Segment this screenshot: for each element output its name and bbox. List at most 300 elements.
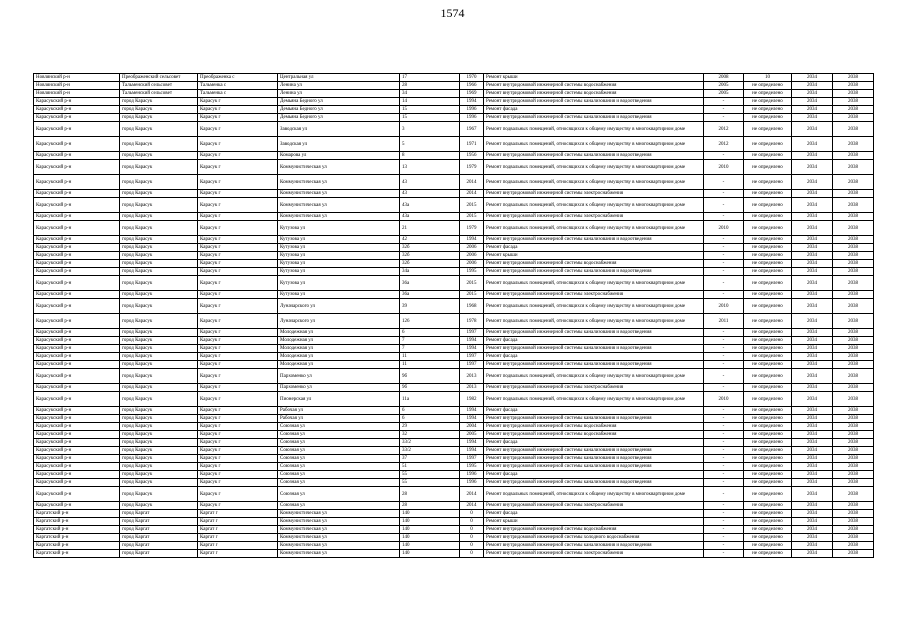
plan-end-year-cell: 2038	[833, 384, 874, 392]
table-row	[34, 502, 874, 510]
plan-start-year-cell: 2034	[792, 82, 833, 90]
work-type-cell: Ремонт внутридомовой инженерной системы водоснабжения	[484, 90, 704, 98]
work-type-cell: Ремонт внутридомовой инженерной системы электроснабжения	[484, 550, 704, 558]
house-number-cell: 6	[400, 329, 460, 337]
plan-start-year-cell: 2034	[792, 502, 833, 510]
build-year-cell: 1979	[460, 160, 484, 175]
plan-end-year-cell: 2038	[833, 471, 874, 479]
last-repair-year-cell: -	[704, 542, 744, 550]
house-number-cell: 14	[400, 98, 460, 106]
municipality-cell: город Карасук	[120, 471, 198, 479]
work-type-cell: Ремонт фасада	[484, 106, 704, 114]
street-cell: Союзная ул	[278, 471, 400, 479]
municipality-cell: город Карасук	[120, 314, 198, 329]
build-year-cell: 2013	[460, 369, 484, 384]
settlement-cell: Карасук г	[198, 345, 278, 353]
wear-cell: не определено	[744, 518, 792, 526]
settlement-cell: Карасук г	[198, 502, 278, 510]
plan-end-year-cell: 2038	[833, 447, 874, 455]
house-number-cell: 32б	[400, 244, 460, 252]
plan-start-year-cell: 2034	[792, 175, 833, 190]
municipality-cell: город Карасук	[120, 463, 198, 471]
plan-start-year-cell: 2034	[792, 550, 833, 558]
municipality-cell: город Карасук	[120, 260, 198, 268]
wear-cell: не определено	[744, 431, 792, 439]
settlement-cell: Карасук г	[198, 407, 278, 415]
plan-end-year-cell: 2038	[833, 268, 874, 276]
plan-end-year-cell: 2038	[833, 415, 874, 423]
plan-end-year-cell: 2038	[833, 542, 874, 550]
settlement-cell: Карасук г	[198, 160, 278, 175]
wear-cell: не определено	[744, 337, 792, 345]
last-repair-year-cell: -	[704, 260, 744, 268]
district-cell: Карасукский р-н	[34, 384, 120, 392]
table-row	[34, 337, 874, 345]
last-repair-year-cell: -	[704, 276, 744, 291]
wear-cell: не определено	[744, 198, 792, 213]
work-type-cell: Ремонт подвальных помещений, относящихся к общему имуществу в многоквартирном доме	[484, 137, 704, 152]
work-type-cell: Ремонт внутридомовой инженерной системы канализования и водоотведения	[484, 114, 704, 122]
house-number-cell: 15	[400, 106, 460, 114]
table-row	[34, 252, 874, 260]
settlement-cell: Карасук г	[198, 361, 278, 369]
street-cell: Кутузова ул	[278, 244, 400, 252]
district-cell: Каргатский р-н	[34, 518, 120, 526]
house-number-cell: 13	[400, 160, 460, 175]
plan-end-year-cell: 2038	[833, 160, 874, 175]
wear-cell: не определено	[744, 463, 792, 471]
build-year-cell: 2015	[460, 198, 484, 213]
plan-start-year-cell: 2034	[792, 299, 833, 314]
work-type-cell: Ремонт внутридомовой инженерной системы водоснабжения	[484, 82, 704, 90]
municipality-cell: город Карасук	[120, 236, 198, 244]
plan-end-year-cell: 2038	[833, 518, 874, 526]
municipality-cell: город Карасук	[120, 369, 198, 384]
table-row	[34, 526, 874, 534]
last-repair-year-cell: -	[704, 518, 744, 526]
build-year-cell: 1969	[460, 90, 484, 98]
street-cell: Коммунистическая ул	[278, 518, 400, 526]
build-year-cell: 2004	[460, 423, 484, 431]
build-year-cell: 1970	[460, 74, 484, 82]
plan-start-year-cell: 2034	[792, 252, 833, 260]
work-type-cell: Ремонт подвальных помещений, относящихся к общему имуществу в многоквартирном доме	[484, 314, 704, 329]
last-repair-year-cell: -	[704, 152, 744, 160]
district-cell: Карасукский р-н	[34, 190, 120, 198]
plan-end-year-cell: 2038	[833, 106, 874, 114]
district-cell: Карасукский р-н	[34, 152, 120, 160]
last-repair-year-cell: -	[704, 534, 744, 542]
district-cell: Карасукский р-н	[34, 268, 120, 276]
plan-start-year-cell: 2034	[792, 447, 833, 455]
table-row	[34, 213, 874, 221]
last-repair-year-cell: 2005	[704, 82, 744, 90]
settlement-cell: Карасук г	[198, 98, 278, 106]
table-row	[34, 291, 874, 299]
table-row	[34, 439, 874, 447]
settlement-cell: Карасук г	[198, 314, 278, 329]
street-cell: Коммунистическая ул	[278, 160, 400, 175]
plan-start-year-cell: 2034	[792, 353, 833, 361]
street-cell: Союзная ул	[278, 502, 400, 510]
street-cell: Коммунистическая ул	[278, 542, 400, 550]
settlement-cell: Карасук г	[198, 268, 278, 276]
table-row	[34, 244, 874, 252]
table-row	[34, 268, 874, 276]
build-year-cell: 0	[460, 510, 484, 518]
street-cell: Коммунистическая ул	[278, 550, 400, 558]
house-number-cell: 140	[400, 534, 460, 542]
table-row	[34, 431, 874, 439]
settlement-cell: Карасук г	[198, 244, 278, 252]
plan-end-year-cell: 2038	[833, 431, 874, 439]
house-number-cell: 36а	[400, 276, 460, 291]
work-type-cell: Ремонт подвальных помещений, относящихся к общему имуществу в многоквартирном доме	[484, 369, 704, 384]
settlement-cell: Карасук г	[198, 213, 278, 221]
plan-start-year-cell: 2034	[792, 526, 833, 534]
street-cell: Коммунистическая ул	[278, 190, 400, 198]
district-cell: Карасукский р-н	[34, 114, 120, 122]
district-cell: Карасукский р-н	[34, 337, 120, 345]
build-year-cell: 1968	[460, 299, 484, 314]
street-cell: Ленина ул	[278, 82, 400, 90]
house-number-cell: 32б	[400, 252, 460, 260]
municipality-cell: город Карасук	[120, 106, 198, 114]
plan-end-year-cell: 2038	[833, 260, 874, 268]
house-number-cell: 6	[400, 415, 460, 423]
street-cell: Кутузова ул	[278, 252, 400, 260]
plan-start-year-cell: 2034	[792, 534, 833, 542]
build-year-cell: 1994	[460, 407, 484, 415]
wear-cell: не определено	[744, 106, 792, 114]
settlement-cell: Каргат г	[198, 526, 278, 534]
work-type-cell: Ремонт подвальных помещений, относящихся к общему имуществу в многоквартирном доме	[484, 175, 704, 190]
house-number-cell: 11а	[400, 392, 460, 407]
house-number-cell: 3	[400, 122, 460, 137]
plan-start-year-cell: 2034	[792, 198, 833, 213]
settlement-cell: Карасук г	[198, 152, 278, 160]
plan-start-year-cell: 2034	[792, 244, 833, 252]
last-repair-year-cell: -	[704, 213, 744, 221]
municipality-cell: Преображенский сельсовет	[120, 74, 198, 82]
district-cell: Карасукский р-н	[34, 198, 120, 213]
street-cell: Молодежная ул	[278, 345, 400, 353]
settlement-cell: Каргат г	[198, 534, 278, 542]
district-cell: Карасукский р-н	[34, 314, 120, 329]
street-cell: Заводская ул	[278, 122, 400, 137]
district-cell: Карасукский р-н	[34, 463, 120, 471]
municipality-cell: город Карасук	[120, 487, 198, 502]
last-repair-year-cell: -	[704, 345, 744, 353]
house-number-cell: 29	[400, 423, 460, 431]
plan-end-year-cell: 2038	[833, 152, 874, 160]
capital-repair-table	[33, 73, 874, 558]
table-row	[34, 463, 874, 471]
wear-cell: не определено	[744, 276, 792, 291]
municipality-cell: город Карасук	[120, 152, 198, 160]
settlement-cell: Карасук г	[198, 415, 278, 423]
wear-cell: не определено	[744, 423, 792, 431]
plan-end-year-cell: 2038	[833, 487, 874, 502]
plan-end-year-cell: 2038	[833, 463, 874, 471]
settlement-cell: Тальменка с	[198, 90, 278, 98]
settlement-cell: Каргат г	[198, 518, 278, 526]
build-year-cell: 1971	[460, 137, 484, 152]
district-cell: Карасукский р-н	[34, 369, 120, 384]
build-year-cell: 1995	[460, 268, 484, 276]
settlement-cell: Каргат г	[198, 550, 278, 558]
table-row	[34, 90, 874, 98]
plan-start-year-cell: 2034	[792, 98, 833, 106]
settlement-cell: Карасук г	[198, 198, 278, 213]
house-number-cell: 140	[400, 518, 460, 526]
table-row	[34, 260, 874, 268]
plan-start-year-cell: 2034	[792, 106, 833, 114]
last-repair-year-cell: -	[704, 244, 744, 252]
wear-cell: не определено	[744, 236, 792, 244]
street-cell: Кутузова ул	[278, 276, 400, 291]
last-repair-year-cell: -	[704, 431, 744, 439]
plan-end-year-cell: 2038	[833, 213, 874, 221]
house-number-cell: 140	[400, 510, 460, 518]
build-year-cell: 1997	[460, 353, 484, 361]
wear-cell: не определено	[744, 329, 792, 337]
plan-start-year-cell: 2034	[792, 190, 833, 198]
house-number-cell: 126	[400, 314, 460, 329]
table-row	[34, 190, 874, 198]
table-row	[34, 122, 874, 137]
work-type-cell: Ремонт подвальных помещений, относящихся к общему имуществу в многоквартирном доме	[484, 221, 704, 236]
plan-start-year-cell: 2034	[792, 415, 833, 423]
plan-end-year-cell: 2038	[833, 479, 874, 487]
work-type-cell: Ремонт подвальных помещений, относящихся к общему имуществу в многоквартирном доме	[484, 487, 704, 502]
plan-start-year-cell: 2034	[792, 392, 833, 407]
municipality-cell: город Карасук	[120, 276, 198, 291]
last-repair-year-cell: 2010	[704, 221, 744, 236]
table-row	[34, 314, 874, 329]
municipality-cell: город Карасук	[120, 244, 198, 252]
plan-start-year-cell: 2034	[792, 542, 833, 550]
settlement-cell: Карасук г	[198, 114, 278, 122]
build-year-cell: 0	[460, 526, 484, 534]
table-row	[34, 471, 874, 479]
municipality-cell: Тальменский сельсовет	[120, 90, 198, 98]
house-number-cell: 32	[400, 431, 460, 439]
municipality-cell: город Карасук	[120, 455, 198, 463]
plan-start-year-cell: 2034	[792, 236, 833, 244]
last-repair-year-cell: -	[704, 268, 744, 276]
build-year-cell: 1994	[460, 236, 484, 244]
plan-start-year-cell: 2034	[792, 423, 833, 431]
build-year-cell: 0	[460, 518, 484, 526]
municipality-cell: город Карасук	[120, 329, 198, 337]
work-type-cell: Ремонт фасада	[484, 337, 704, 345]
last-repair-year-cell: -	[704, 455, 744, 463]
municipality-cell: город Карасук	[120, 392, 198, 407]
municipality-cell: город Каргат	[120, 518, 198, 526]
settlement-cell: Тальменка с	[198, 82, 278, 90]
work-type-cell: Ремонт внутридомовой инженерной системы канализования и водоотведения	[484, 329, 704, 337]
build-year-cell: 1966	[460, 82, 484, 90]
wear-cell: не определено	[744, 221, 792, 236]
wear-cell: не определено	[744, 487, 792, 502]
district-cell: Карасукский р-н	[34, 98, 120, 106]
settlement-cell: Каргат г	[198, 510, 278, 518]
district-cell: Карасукский р-н	[34, 236, 120, 244]
district-cell: Карасукский р-н	[34, 392, 120, 407]
last-repair-year-cell: -	[704, 550, 744, 558]
wear-cell: не определено	[744, 542, 792, 550]
wear-cell: не определено	[744, 175, 792, 190]
work-type-cell: Ремонт внутридомовой инженерной системы канализования и водоотведения	[484, 415, 704, 423]
plan-end-year-cell: 2038	[833, 236, 874, 244]
plan-start-year-cell: 2034	[792, 268, 833, 276]
plan-start-year-cell: 2034	[792, 487, 833, 502]
street-cell: Демьяна Бедного ул	[278, 98, 400, 106]
work-type-cell: Ремонт внутридомовой инженерной системы водоснабжения	[484, 423, 704, 431]
last-repair-year-cell: -	[704, 353, 744, 361]
plan-end-year-cell: 2038	[833, 114, 874, 122]
house-number-cell: 33/2	[400, 439, 460, 447]
plan-end-year-cell: 2038	[833, 361, 874, 369]
wear-cell: не определено	[744, 90, 792, 98]
street-cell: Ленина ул	[278, 90, 400, 98]
plan-start-year-cell: 2034	[792, 276, 833, 291]
table-row	[34, 392, 874, 407]
work-type-cell: Ремонт подвальных помещений, относящихся к общему имуществу в многоквартирном доме	[484, 122, 704, 137]
table-row	[34, 415, 874, 423]
district-cell: Карасукский р-н	[34, 221, 120, 236]
work-type-cell: Ремонт фасада	[484, 439, 704, 447]
table-row	[34, 487, 874, 502]
municipality-cell: город Карасук	[120, 353, 198, 361]
house-number-cell: 55	[400, 479, 460, 487]
build-year-cell: 2006	[460, 252, 484, 260]
plan-end-year-cell: 2038	[833, 502, 874, 510]
street-cell: Коммунистическая ул	[278, 534, 400, 542]
street-cell: Рабочая ул	[278, 407, 400, 415]
plan-end-year-cell: 2038	[833, 90, 874, 98]
plan-start-year-cell: 2034	[792, 137, 833, 152]
wear-cell: не определено	[744, 268, 792, 276]
table-row	[34, 299, 874, 314]
house-number-cell: 8	[400, 152, 460, 160]
street-cell: Молодежная ул	[278, 353, 400, 361]
wear-cell: не определено	[744, 415, 792, 423]
municipality-cell: город Карасук	[120, 502, 198, 510]
plan-end-year-cell: 2038	[833, 221, 874, 236]
build-year-cell: 1967	[460, 122, 484, 137]
district-cell: Карасукский р-н	[34, 423, 120, 431]
last-repair-year-cell: -	[704, 487, 744, 502]
build-year-cell: 0	[460, 542, 484, 550]
work-type-cell: Ремонт внутридомовой инженерной системы канализования и водоотведения	[484, 447, 704, 455]
municipality-cell: город Карасук	[120, 114, 198, 122]
district-cell: Карасукский р-н	[34, 175, 120, 190]
wear-cell: не определено	[744, 455, 792, 463]
plan-end-year-cell: 2038	[833, 392, 874, 407]
district-cell: Карасукский р-н	[34, 122, 120, 137]
wear-cell: не определено	[744, 82, 792, 90]
settlement-cell: Карасук г	[198, 252, 278, 260]
house-number-cell: 43а	[400, 198, 460, 213]
plan-start-year-cell: 2034	[792, 369, 833, 384]
work-type-cell: Ремонт внутридомовой инженерной системы водоснабжения	[484, 431, 704, 439]
work-type-cell: Ремонт крыши	[484, 252, 704, 260]
district-cell: Карасукский р-н	[34, 252, 120, 260]
build-year-cell: 2006	[460, 260, 484, 268]
district-cell: Карасукский р-н	[34, 160, 120, 175]
municipality-cell: город Карасук	[120, 447, 198, 455]
house-number-cell: 43а	[400, 213, 460, 221]
municipality-cell: город Каргат	[120, 550, 198, 558]
work-type-cell: Ремонт внутридомовой инженерной системы электроснабжения	[484, 384, 704, 392]
plan-end-year-cell: 2038	[833, 122, 874, 137]
table-row	[34, 542, 874, 550]
street-cell: Союзная ул	[278, 487, 400, 502]
street-cell: Луначарского ул	[278, 314, 400, 329]
last-repair-year-cell: -	[704, 114, 744, 122]
street-cell: Молодежная ул	[278, 361, 400, 369]
street-cell: Молодежная ул	[278, 329, 400, 337]
district-cell: Карасукский р-н	[34, 353, 120, 361]
plan-end-year-cell: 2038	[833, 510, 874, 518]
last-repair-year-cell: 2010	[704, 392, 744, 407]
plan-start-year-cell: 2034	[792, 345, 833, 353]
municipality-cell: город Карасук	[120, 160, 198, 175]
wear-cell: не определено	[744, 314, 792, 329]
work-type-cell: Ремонт внутридомовой инженерной системы канализования и водоотведения	[484, 361, 704, 369]
municipality-cell: Тальменский сельсовет	[120, 82, 198, 90]
settlement-cell: Преображенка с	[198, 74, 278, 82]
last-repair-year-cell: -	[704, 252, 744, 260]
wear-cell: не определено	[744, 384, 792, 392]
municipality-cell: город Карасук	[120, 361, 198, 369]
table-row	[34, 106, 874, 114]
plan-end-year-cell: 2038	[833, 244, 874, 252]
work-type-cell: Ремонт внутридомовой инженерной системы водоснабжения	[484, 526, 704, 534]
district-cell: Карасукский р-н	[34, 345, 120, 353]
work-type-cell: Ремонт внутридомовой инженерной системы электроснабжения	[484, 502, 704, 510]
settlement-cell: Карасук г	[198, 329, 278, 337]
plan-start-year-cell: 2034	[792, 260, 833, 268]
settlement-cell: Карасук г	[198, 455, 278, 463]
municipality-cell: город Карасук	[120, 252, 198, 260]
last-repair-year-cell: -	[704, 439, 744, 447]
plan-end-year-cell: 2038	[833, 252, 874, 260]
build-year-cell: 2015	[460, 291, 484, 299]
table-row	[34, 407, 874, 415]
municipality-cell: город Карасук	[120, 291, 198, 299]
municipality-cell: город Карасук	[120, 415, 198, 423]
last-repair-year-cell: -	[704, 447, 744, 455]
last-repair-year-cell: -	[704, 423, 744, 431]
table-row	[34, 198, 874, 213]
wear-cell: не определено	[744, 345, 792, 353]
district-cell: Карасукский р-н	[34, 407, 120, 415]
wear-cell: 10	[744, 74, 792, 82]
work-type-cell: Ремонт внутридомовой инженерной системы канализования и водоотведения	[484, 236, 704, 244]
wear-cell: не определено	[744, 252, 792, 260]
plan-start-year-cell: 2034	[792, 431, 833, 439]
settlement-cell: Карасук г	[198, 463, 278, 471]
wear-cell: не определено	[744, 213, 792, 221]
table-row	[34, 518, 874, 526]
street-cell: Союзная ул	[278, 479, 400, 487]
plan-end-year-cell: 2038	[833, 299, 874, 314]
district-cell: Карасукский р-н	[34, 299, 120, 314]
street-cell: Демьяна Бедного ул	[278, 106, 400, 114]
